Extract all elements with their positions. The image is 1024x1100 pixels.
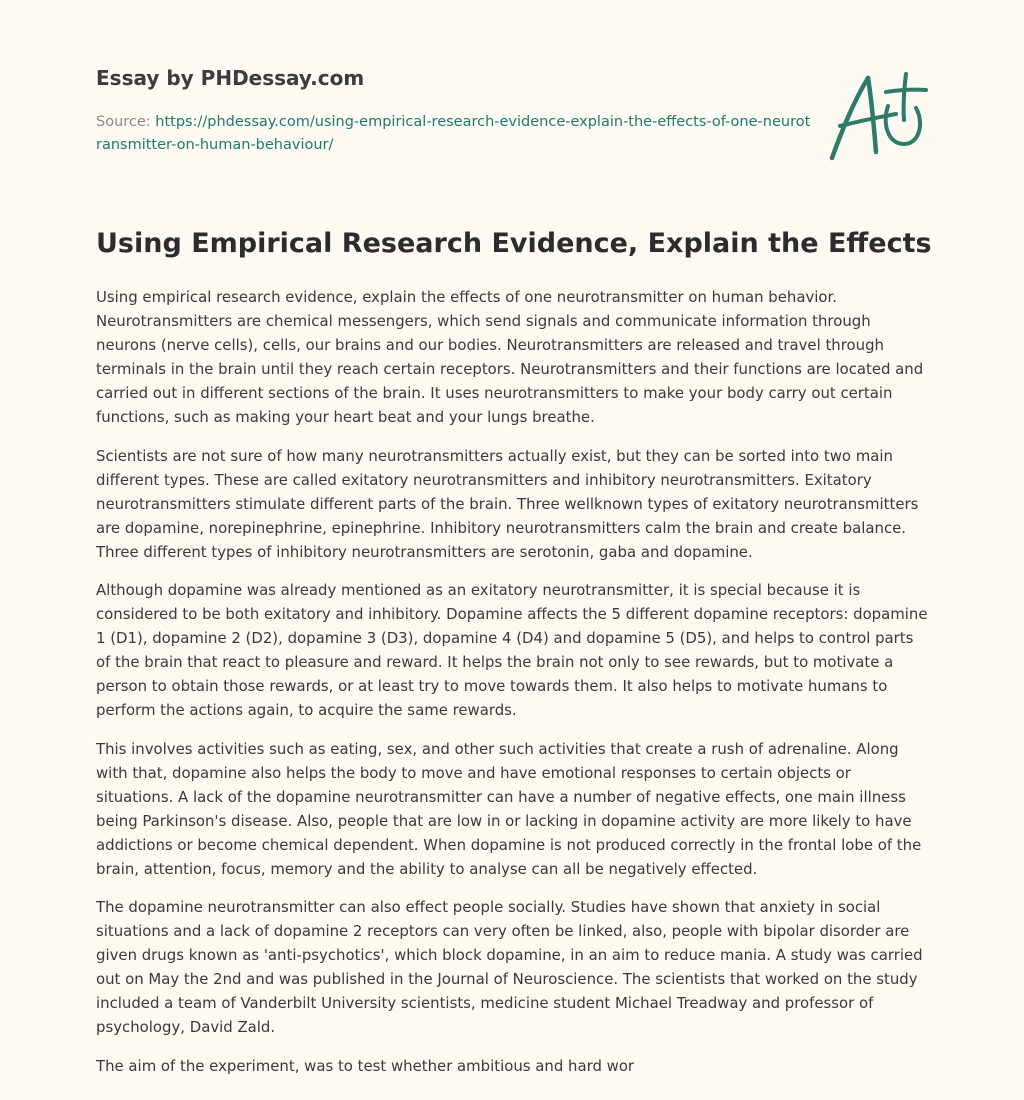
paragraph: The dopamine neurotransmitter can also effect people socially. Studies have shown that anxiety in social situations and a lack of dopamine 2 receptors can very often be linked, also, people with bipolar disorder are given drugs known as 'anti-psychotics', which block dopamine, in an aim to reduce mania. A study was carried out on May the 2nd and was published in the Journal of Neuroscience. The scientists that worked on the study included a team of Vanderbilt University scientists, medicine student Michael Treadway and professor of psychology, David Zald.	[96, 898, 923, 1036]
paragraph: Although dopamine was already mentioned as an exitatory neurotransmitter, it is special because it is considered to be both exitatory and inhibitory. Dopamine affects the 5 different dopamine receptors: dopamine 1 (D1), dopamine 2 (D2), dopamine 3 (D3), dopamine 4 (D4) and dopamine 5 (D5), and helps to control parts of the brain that react to pleasure and reward. It helps the brain not only to see rewards, but to motivate a person to obtain those rewards, or at least try to move towards them. It also helps to motivate humans to perform the actions again, to acquire the same rewards.	[96, 581, 928, 719]
source-link[interactable]: https://phdessay.com/using-empirical-research-evidence-explain-the-effects-of-one-neurotransmitter-on-human-behaviour/	[96, 114, 811, 153]
source-line	[96, 111, 816, 157]
essay-body	[96, 285, 928, 1092]
source-label: Source:	[96, 114, 156, 130]
paragraph: This involves activities such as eating, sex, and other such activities that create a rush of adrenaline. Along with that, dopamine also helps the body to move and have emotional responses to certain objects or situations. A lack of the dopamine neurotransmitter can have a number of negative effects, one main illness being Parkinson's disease. Also, people that are low in or lacking in dopamine activity are more likely to have addictions or become chemical dependent. When dopamine is not produced correctly in the frontal lobe of the brain, attention, focus, memory and the ability to analyse can all be negatively effected.	[96, 739, 922, 878]
paragraph: The aim of the experiment, was to test whether ambitious and hard wor	[96, 1056, 635, 1075]
site-title: Essay by PHDessay.com	[96, 66, 365, 90]
essay-title: Using Empirical Research Evidence, Explain the Effects	[96, 228, 932, 259]
a-plus-logo-icon	[824, 66, 934, 166]
paragraph: Scientists are not sure of how many neurotransmitters actually exist, but they can be sorted into two main different types. These are called exitatory neurotransmitters and inhibitory neurotransmitters. Exitatory neurotransmitters stimulate different parts of the brain. Three wellknown types of exitatory neurotransmitters are dopamine, norepinephrine, epinephrine. Inhibitory neurotransmitters calm the brain and create balance. Three different types of inhibitory neurotransmitters are serotonin, gaba and dopamine.	[96, 446, 919, 561]
paragraph: Using empirical research evidence, explain the effects of one neurotransmitter on human behavior. Neurotransmitters are chemical messengers, which send signals and communicate information through neurons (nerve cells), cells, our brains and our bodies. Neurotransmitters are released and travel through terminals in the brain until they reach certain receptors. Neurotransmitters and their functions are located and carried out in different sections of the brain. It uses neurotransmitters to make your body carry out certain functions, such as making your heart beat and your lungs breathe.	[96, 288, 924, 426]
